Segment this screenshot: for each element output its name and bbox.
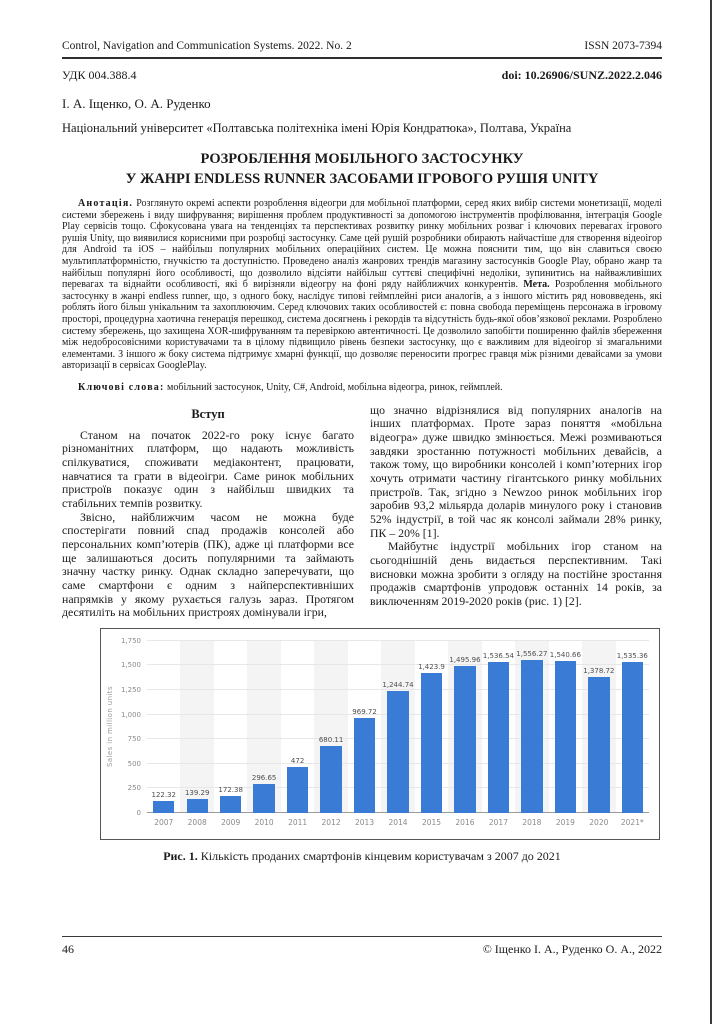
page-content — [62, 40, 662, 864]
x-tick-label: 2015 — [421, 817, 442, 827]
x-tick-label: 2012 — [321, 817, 341, 827]
bar-2013 — [352, 707, 377, 813]
figure-caption-label: Рис. 1. — [163, 848, 198, 863]
paragraph: Майбутнє індустрії мобільних ігор станом на сьогоднішній день видається перспективним. Такі висновки можна зробити з огляду на постійне зростання продажів смартфонів упродовж останніх 14 років, за виключенням 2019-2020 років (рис. 1) [2]. — [370, 539, 662, 608]
bar-value-label: 969.72 — [352, 707, 377, 716]
right-column — [370, 404, 662, 620]
paragraph: Станом на початок 2022-го року існує багато різноманітних платформ, що надають можливість спілкуватися, споживати медіаконтент, працювати, навчатися та грати в відеоігри. Саме ринок мобільних пристроїв показує один з найбільш швидких та стабільних темпів розвитку. — [62, 427, 354, 510]
udc-code: УДК 004.388.4 — [62, 68, 137, 82]
y-tick-label: 750 — [127, 735, 141, 744]
bar-value-label: 1,536.54 — [482, 651, 515, 660]
bar-column — [247, 641, 280, 827]
bar-value-label: 1,540.66 — [549, 651, 581, 660]
x-tick-label: 2013 — [355, 817, 375, 827]
figure-caption — [62, 849, 662, 864]
paper-title-line2: У ЖАНРІ ENDLESS RUNNER ЗАСОБАМИ ІГРОВОГО РУШІЯ UNITY — [125, 171, 599, 187]
y-tick-label: 500 — [127, 759, 141, 768]
bar-value-label: 1,535.36 — [616, 652, 648, 661]
bar-2009 — [218, 785, 243, 813]
bar-value-label: 139.29 — [184, 789, 210, 798]
left-column — [62, 404, 354, 620]
bar-2011 — [287, 756, 308, 813]
bar-column — [515, 641, 548, 827]
x-tick-label: 2009 — [221, 817, 241, 827]
bar-column — [482, 641, 515, 827]
x-tick-label: 2008 — [187, 817, 207, 827]
issn: ISSN 2073-7394 — [584, 40, 662, 52]
y-tick-label: 250 — [127, 784, 141, 793]
x-tick-label: 2014 — [388, 817, 408, 827]
bar-column — [348, 641, 381, 827]
abstract-text-1: Розглянуто окремі аспекти розроблення відеогри для мобільної платформи, серед яких вибір системи монетизації, моделі системи збережень і виду шифрування; вирішення проблем продуктивності за допомогою інструментів профілювання, інтеграція Google Play сервісів тощо. Сфокусована увага на тенденціях та перспективах розвитку ринку мобільних розваг і ключових перевагах ігрового рушія Unity, що виявилися корисними при розробці застосунку. Саме цей рушій розробники обирають найчастіше для створення відеоігор для Android та iOS – найбільш популярних мобільних операційних систем. Це можна пояснити тим, що він славиться своєю мультиплатформністю, гнучкістю та доступністю. Проведено аналіз жанрових трендів магазину застосунків Google Play, обрано жанр та найбільш популярні його особливості, що дозволило відсіяти найбільш суттєві специфічні недоліки, зупинитись на найважливіших перевагах та віднайти особливості, які б вирізняли відеогру на фоні ряду найближчих конкурентів. — [62, 198, 663, 291]
x-tick-label: 2010 — [254, 817, 274, 827]
bar-value-label: 122.32 — [151, 790, 176, 799]
bar-2014 — [382, 680, 414, 813]
x-tick-label: 2017 — [488, 817, 508, 827]
bar-column — [448, 641, 481, 827]
bar-value-label: 680.11 — [318, 736, 344, 745]
bar-2019 — [549, 651, 581, 812]
bar-column — [582, 641, 615, 827]
bar-value-label: 1,556.27 — [516, 649, 548, 658]
bar-2021 — [616, 652, 648, 813]
bar-value-label: 172.38 — [218, 785, 243, 794]
doi: doi: 10.26906/SUNZ.2022.2.046 — [501, 68, 662, 82]
bar-column — [180, 641, 213, 827]
journal-header-row — [62, 40, 662, 52]
authors: І. А. Іщенко, О. А. Руденко — [62, 96, 211, 111]
goal-label: Мета. — [523, 279, 550, 291]
bar-2008 — [184, 789, 210, 813]
bar-column — [314, 641, 347, 827]
meta-row — [62, 68, 662, 83]
bar-2018 — [516, 649, 548, 813]
bar-value-label: 296.65 — [251, 773, 277, 782]
bar-value-label: 472 — [290, 756, 305, 765]
chart-plot — [120, 636, 649, 827]
y-tick-label: 0 — [136, 808, 141, 817]
keywords-label: Ключові слова: — [78, 381, 165, 393]
copyright: © Іщенко І. А., Руденко О. А., 2022 — [482, 942, 662, 956]
paragraph: Звісно, найближчим часом не можна буде спостерігати повний спад продажів консолей або персональних комп’ютерів (ПК), адже ці платформи все ще залишаються досить популярними та займають значну частку ринку. Однак складно заперечувати, що саме смартфони є одним з найперспективніших напрямків у якому рухається галузь зараз. Протягом десятиліть на мобільних пристроях домінували ігри, — [62, 509, 354, 620]
x-tick-label: 2011 — [288, 817, 308, 827]
journal-title: Control, Navigation and Communication Systems. 2022. No. 2 — [62, 40, 352, 52]
x-tick-label: 2019 — [555, 817, 575, 827]
y-tick-label: 1,000 — [120, 710, 141, 719]
bar-column — [281, 641, 314, 827]
affiliation: Національний університет «Полтавська політехніка імені Юрія Кондратюка», Полтава, Україна — [62, 121, 572, 135]
figure-caption-text: Кількість проданих смартфонів кінцевим користувачам з 2007 до 2021 — [200, 848, 561, 863]
bar-column — [549, 641, 582, 827]
bar-value-label: 1,423.9 — [418, 662, 445, 671]
two-column-body — [62, 404, 662, 620]
bar-2017 — [482, 651, 515, 813]
y-tick-label: 1,750 — [120, 636, 141, 645]
bar-value-label: 1,495.96 — [449, 655, 481, 664]
bar-column — [616, 641, 649, 827]
keywords — [62, 382, 662, 394]
y-axis-title: Sales in million units — [105, 686, 114, 768]
scan-edge-line — [710, 0, 712, 1024]
paragraph: що значно відрізнялися від популярних аналогів на інших платформах. Проте зараз поняття «мобільна відеогра» дуже швидко змінюється. Межі розмиваються завдяки зростанню потужності мобільних девайсів, а також тому, що виробники консолей і комп’ютерних ігор хочуть отримати частину гігантського ринку мобільних пристроїв. Так, згідно з Newzoo ринок мобільних ігор заробив 93,2 мільярда доларів минулого року і становив 52% індустрії, в той час як консолі займали 28% ринку, ПК – 20% [1]. — [370, 402, 662, 540]
chart-bars-layer — [147, 641, 649, 827]
bar-column — [147, 641, 180, 827]
x-tick-label: 2007 — [154, 817, 174, 827]
bar-2015 — [418, 662, 445, 813]
x-tick-label: 2020 — [589, 817, 609, 827]
bar-2016 — [449, 655, 481, 813]
abstract-text-2: Розроблення мобільного застосунку в жанрі endless runner, що, з одного боку, наслідує типові геймплейні риси аналогів, а з іншого містить ряд нововведень, які роблять його більш унікальним та захоплюючим. Серед ключових таких особливостей є: повна свобода переміщень персонажа в ігровому просторі, процедурна хаотична генерація перешкод, система досягнень і рекордів та відсутність будь-якої обов’язкової реклами. Розроблено систему збережень, що захищена XOR-шифруванням та перевіркою автентичності. Це дозволило запобігти поширенню файлів збереження між недобросовісними користувачами та в цілому підвищило рівень безпеки застосунку, що є важливим для відеоігор зі змагальними елементами. З іншого ж боку система підтримує хмарні функції, що дозволяє переносити прогрес гравця між різними девайсами за умови авторизації в сервісах GooglePlay. — [62, 279, 662, 372]
abstract — [62, 198, 662, 372]
bar-2010 — [251, 773, 277, 813]
figure-1-chart — [100, 628, 660, 840]
keywords-text: мобільний застосунок, Unity, C#, Android, мобільна відеогра, ринок, геймплей. — [167, 381, 503, 393]
x-tick-label: 2021* — [620, 817, 644, 827]
paper-title-line1: РОЗРОБЛЕННЯ МОБІЛЬНОГО ЗАСТОСУНКУ — [200, 151, 524, 167]
y-tick-label: 1,500 — [120, 661, 141, 670]
page-number: 46 — [62, 942, 74, 956]
bar-2020 — [583, 667, 615, 813]
y-tick-label: 1,250 — [120, 686, 141, 695]
bar-value-label: 1,244.74 — [382, 680, 414, 689]
bar-column — [214, 641, 247, 827]
x-tick-label: 2016 — [455, 817, 475, 827]
bar-value-label: 1,378.72 — [583, 667, 615, 676]
page-footer — [62, 936, 662, 957]
x-tick-label: 2018 — [522, 817, 542, 827]
paper-title — [62, 149, 662, 189]
bar-column — [415, 641, 448, 827]
header-rule — [62, 57, 662, 59]
abstract-label: Анотація. — [78, 198, 134, 209]
section-heading-intro: Вступ — [191, 406, 225, 421]
bar-2007 — [151, 790, 176, 813]
bar-2012 — [318, 736, 344, 813]
bar-column — [381, 641, 414, 827]
